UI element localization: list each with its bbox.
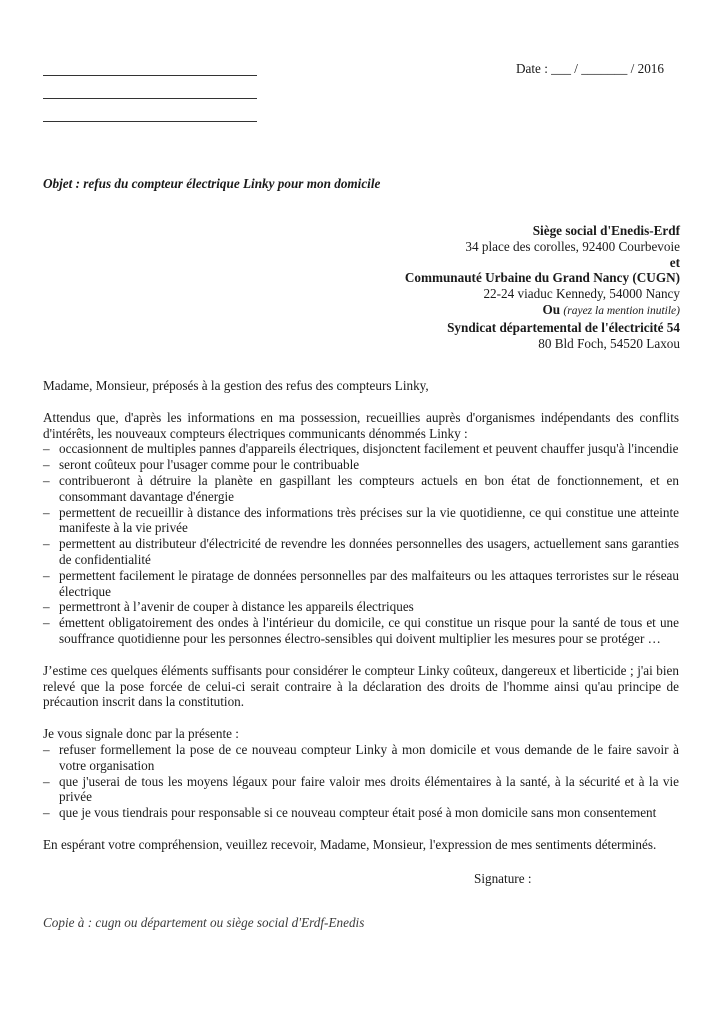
reason-item: – permettent facilement le piratage de données personnelles par des malfaiteurs ou les attaques terroristes sur le réseau électrique <box>43 568 679 600</box>
reason-item: – permettent de recueillir à distance des informations très précises sur la vie quotidienne, ce qui constitue une atteinte manifeste à la vie privée <box>43 505 679 537</box>
sender-address-line-3 <box>43 121 257 122</box>
reason-item: – émettent obligatoirement des ondes à l'intérieur du domicile, ce qui constitue un risque pour la santé de tous et une souffrance quotidienne pour les personnes électro-sensibles qui doivent multiplier les mesures pour se protéger … <box>43 615 679 647</box>
notice-item: – refuser formellement la pose de ce nouveau compteur Linky à mon domicile et vous demande de le faire savoir à votre organisation <box>43 742 679 774</box>
letter-body <box>43 378 679 853</box>
subject-line: Objet : refus du compteur électrique Linky pour mon domicile <box>43 176 381 191</box>
recipient-line-8: 80 Bld Foch, 54520 Laxou <box>538 335 680 351</box>
reasons-list <box>43 441 679 646</box>
recipient-line-5: 22-24 viaduc Kennedy, 54000 Nancy <box>483 286 680 302</box>
notice-item: – que je vous tiendrais pour responsable si ce nouveau compteur était posé à mon domicile sans mon consentement <box>43 805 679 821</box>
recipient-or-note: (rayez la mention inutile) <box>563 304 680 317</box>
recipient-line-6 <box>260 302 680 320</box>
closing-paragraph: En espérant votre compréhension, veuillez recevoir, Madame, Monsieur, l'expression de mes sentiments déterminés. <box>43 836 657 852</box>
notice-item: – que j'userai de tous les moyens légaux pour faire valoir mes droits élémentaires à la santé, à la sécurité et à la vie privée <box>43 774 679 806</box>
salutation: Madame, Monsieur, préposés à la gestion des refus des compteurs Linky, <box>43 378 429 393</box>
reason-item: – permettront à l’avenir de couper à distance les appareils électriques <box>43 599 679 615</box>
notices-list <box>43 742 679 821</box>
sender-address-line-1 <box>43 75 257 76</box>
recipient-address-block <box>260 223 680 351</box>
signature-label: Signature : <box>474 871 532 886</box>
reason-item: – occasionnent de multiples pannes d'appareils électriques, disjonctent facilement et peuvent chauffer jusqu'à l'incendie <box>43 441 679 457</box>
sender-address-line-2 <box>43 98 257 99</box>
notice-intro: Je vous signale donc par la présente : <box>43 726 239 742</box>
recipient-line-2: 34 place des corolles, 92400 Courbevoie <box>465 238 680 254</box>
recipient-line-4: Communauté Urbaine du Grand Nancy (CUGN) <box>404 270 680 286</box>
reason-item: – contribueront à détruire la planète en gaspillant les compteurs actuels en bon état de fonctionnement, et en consommant davantage d'énergie <box>43 473 679 505</box>
reason-item: – seront coûteux pour l'usager comme pour le contribuable <box>43 457 679 473</box>
date-line: Date : ___ / _______ / 2016 <box>516 61 664 76</box>
reason-item: – permettent au distributeur d'électricité de revendre les données personnelles des usagers, actuellement sans garanties de confidentialité <box>43 536 679 568</box>
copy-line: Copie à : cugn ou département ou siège social d'Erdf-Enedis <box>43 915 365 930</box>
recipient-line-7: Syndicat départemental de l'électricité 54 <box>447 319 680 335</box>
recipient-line-1: Siège social d'Enedis-Erdf <box>532 223 680 238</box>
recipient-or-label: Ou <box>542 301 561 317</box>
intro-paragraph: Attendus que, d'après les informations en ma possession, recueillies auprès d'organismes indépendants des conflits d'intérêts, les nouveaux compteurs électriques communicants dénommés Linky : <box>43 409 679 441</box>
conclusion-paragraph: J’estime ces quelques éléments suffisants pour considérer le compteur Linky coûteux, dangereux et liberticide ; j'ai bien relevé que la pose forcée de celui-ci serait contraire à la déclaration des droits de l'homme ainsi qu'au principe de précaution inscrit dans la constitution. <box>43 662 679 710</box>
recipient-line-3: et <box>669 254 680 270</box>
